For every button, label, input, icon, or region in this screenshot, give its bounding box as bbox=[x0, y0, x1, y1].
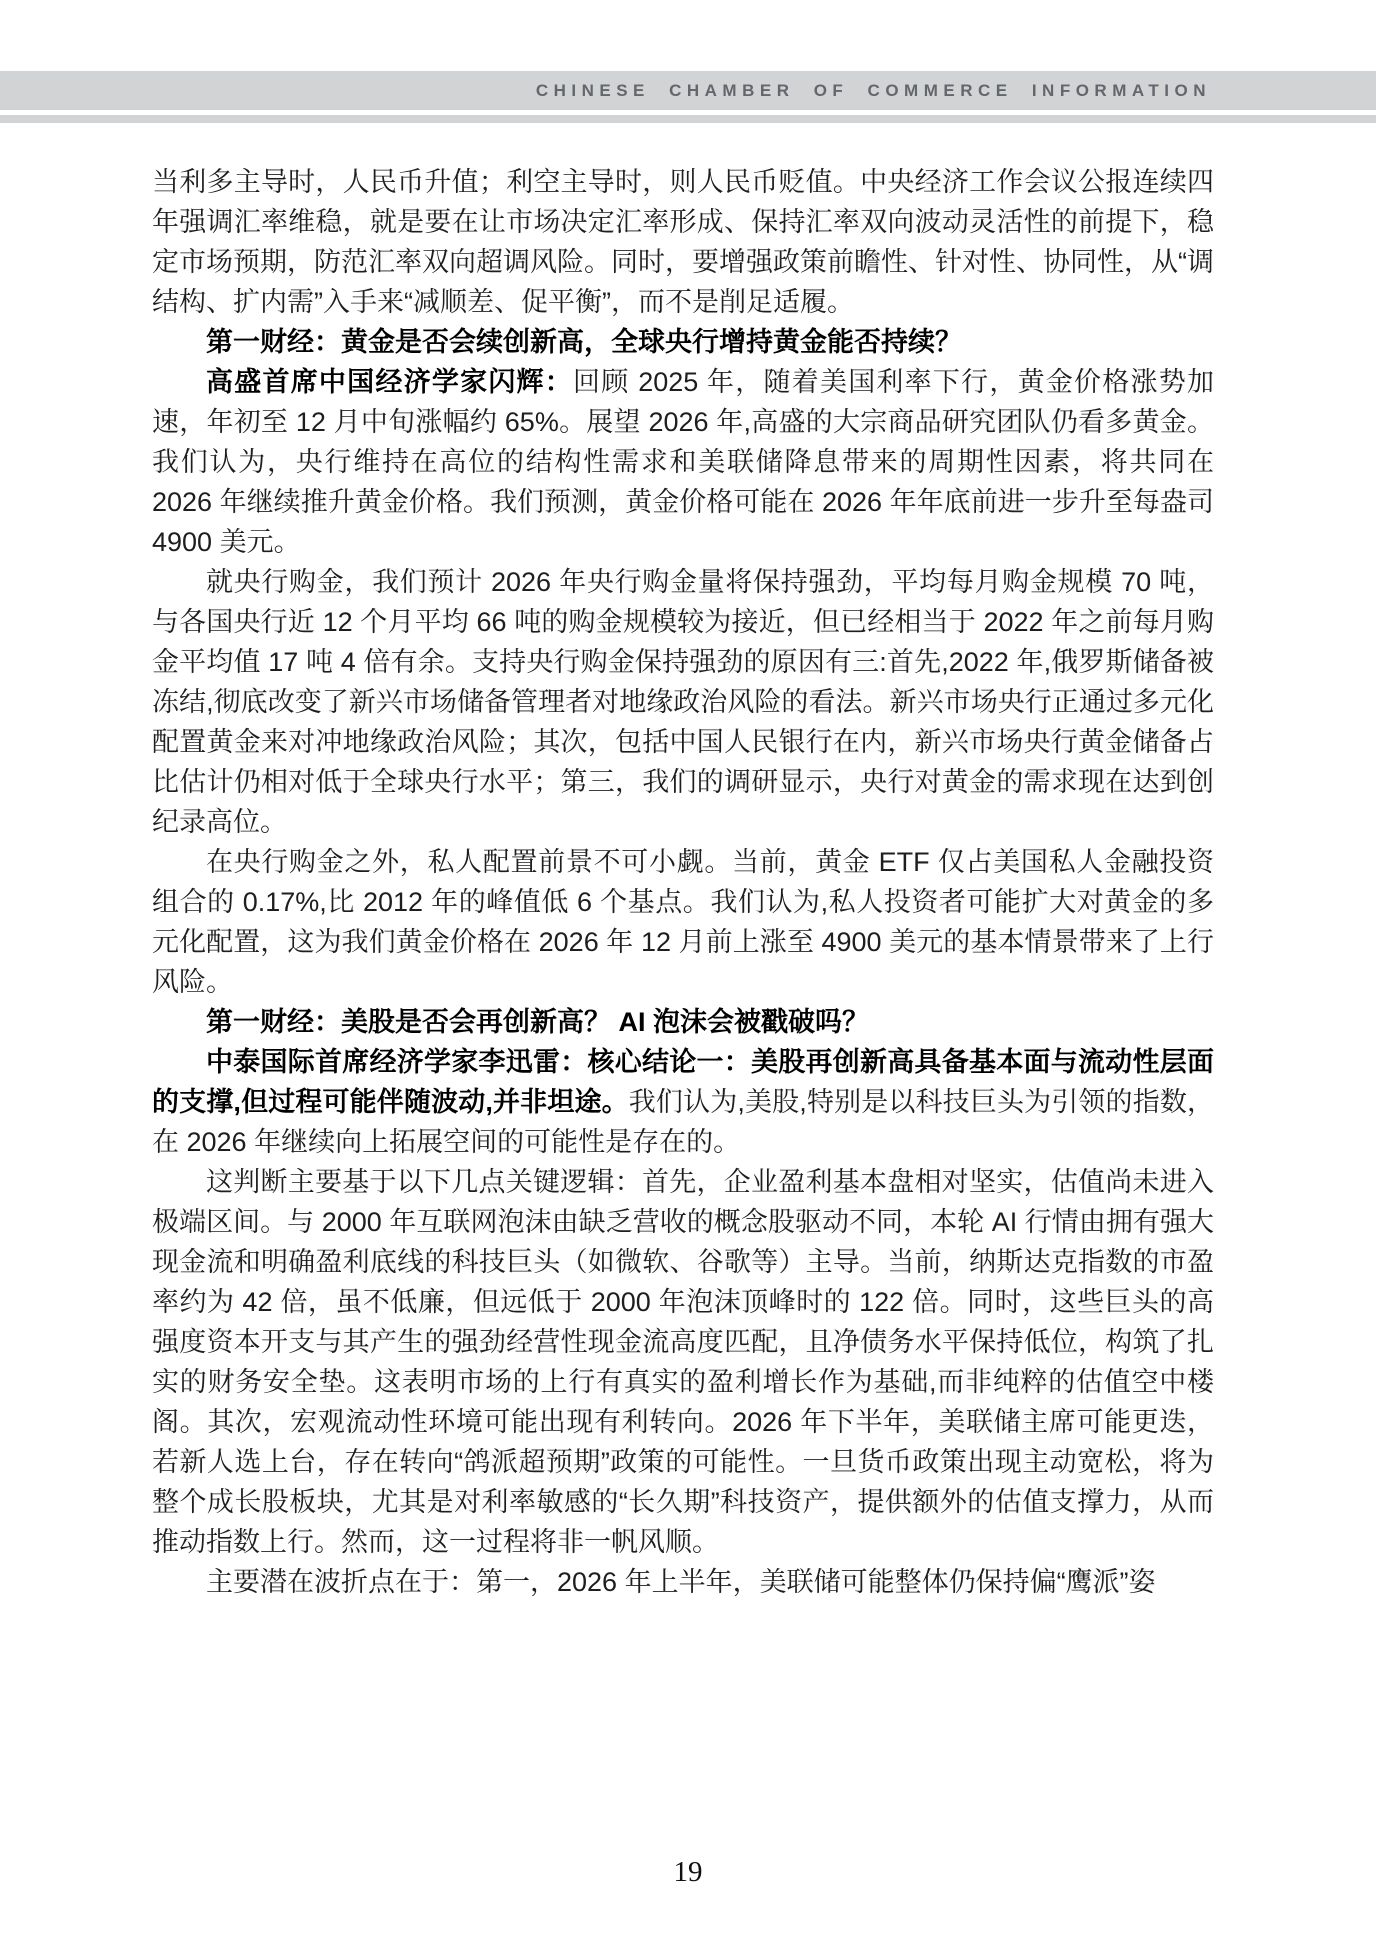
header-divider-strip bbox=[0, 115, 1376, 123]
text-run: 这判断主要基于以下几点关键逻辑：首先，企业盈利基本盘相对坚实，估值尚未进入极端区间。与 2000 年互联网泡沫由缺乏营收的概念股驱动不同，本轮 AI 行情由拥有强大现金流和明确盈利底线的科技巨头（如微软、谷歌等）主导。当前，纳斯达克指数的市盈率约为 42 倍，虽不低廉，但远低于 2000 年泡沫顶峰时的 122 倍。同时，这些巨头的高强度资本开支与其产生的强劲经营性现金流高度匹配，且净债务水平保持低位，构筑了扎实的财务安全垫。这表明市场的上行有真实的盈利增长作为基础,而非纯粹的估值空中楼阁。其次，宏观流动性环境可能出现有利转向。2026 年下半年，美联储主席可能更迭，若新人选上台，存在转向“鸽派超预期”政策的可能性。一旦货币政策出现主动宽松，将为整个成长股板块，尤其是对利率敏感的“长久期”科技资产，提供额外的估值支撑力，从而推动指数上行。然而，这一过程将非一帆风顺。 bbox=[152, 1167, 1214, 1557]
body-paragraph bbox=[152, 562, 1214, 842]
text-run: 在央行购金之外，私人配置前景不可小觑。当前，黄金 ETF 仅占美国私人金融投资组合的 0.17%,比 2012 年的峰值低 6 个基点。我们认为,私人投资者可能扩大对黄金的多元化配置，这为我们黄金价格在 2026 年 12 月前上涨至 4900 美元的基本情景带来了上行风险。 bbox=[152, 847, 1214, 997]
body-paragraph bbox=[152, 1562, 1214, 1602]
body-paragraph bbox=[152, 1162, 1214, 1562]
header-band bbox=[0, 71, 1376, 110]
text-run: 主要潜在波折点在于：第一，2026 年上半年，美联储可能整体仍保持偏“鹰派”姿 bbox=[206, 1567, 1156, 1597]
bold-text-run: 第一财经：美股是否会再创新高？ AI 泡沫会被戳破吗？ bbox=[206, 1007, 870, 1037]
bold-text-run: 高盛首席中国经济学家闪辉： bbox=[206, 367, 574, 397]
body-paragraph bbox=[152, 162, 1214, 322]
header-banner-text: CHINESE CHAMBER OF COMMERCE INFORMATION bbox=[535, 80, 1211, 100]
text-run: 当利多主导时，人民币升值；利空主导时，则人民币贬值。中央经济工作会议公报连续四年强调汇率维稳，就是要在让市场决定汇率形成、保持汇率双向波动灵活性的前提下，稳定市场预期，防范汇率双向超调风险。同时，要增强政策前瞻性、针对性、协同性，从“调结构、扩内需”入手来“减顺差、促平衡”，而不是削足适履。 bbox=[152, 167, 1214, 317]
article-body bbox=[152, 162, 1214, 1602]
text-run: 我们认为,美股,特别是以科技巨头为引领的指数，在 2026 年继续向上拓展空间的可能性是存在的。 bbox=[152, 1087, 1214, 1157]
body-paragraph bbox=[152, 842, 1214, 1002]
text-run: 就央行购金，我们预计 2026 年央行购金量将保持强劲，平均每月购金规模 70 吨，与各国央行近 12 个月平均 66 吨的购金规模较为接近，但已经相当于 2022 年之前每月购金平均值 17 吨 4 倍有余。支持央行购金保持强劲的原因有三:首先,2022 年,俄罗斯储备被冻结,彻底改变了新兴市场储备管理者对地缘政治风险的看法。新兴市场央行正通过多元化配置黄金来对冲地缘政治风险；其次，包括中国人民银行在内，新兴市场央行黄金储备占比估计仍相对低于全球央行水平；第三，我们的调研显示，央行对黄金的需求现在达到创纪录高位。 bbox=[152, 567, 1214, 837]
section-heading bbox=[152, 1002, 1214, 1042]
bold-text-run: 第一财经：黄金是否会续创新高，全球央行增持黄金能否持续？ bbox=[206, 327, 962, 357]
text-run: 回顾 2025 年，随着美国利率下行，黄金价格涨势加速，年初至 12 月中旬涨幅约 65%。展望 2026 年,高盛的大宗商品研究团队仍看多黄金。我们认为，央行维持在高位的结构性需求和美联储降息带来的周期性因素，将共同在 2026 年继续推升黄金价格。我们预测，黄金价格可能在 2026 年年底前进一步升至每盎司 4900 美元。 bbox=[152, 367, 1214, 557]
page-number: 19 bbox=[673, 1856, 703, 1888]
body-paragraph bbox=[152, 362, 1214, 562]
body-paragraph bbox=[152, 1042, 1214, 1162]
bold-text-run: 中泰国际首席经济学家李迅雷：核心结论一：美股再创新高具备基本面与流动性层面的支撑,但过程可能伴随波动,并非坦途。 bbox=[152, 1047, 1214, 1117]
section-heading bbox=[152, 322, 1214, 362]
